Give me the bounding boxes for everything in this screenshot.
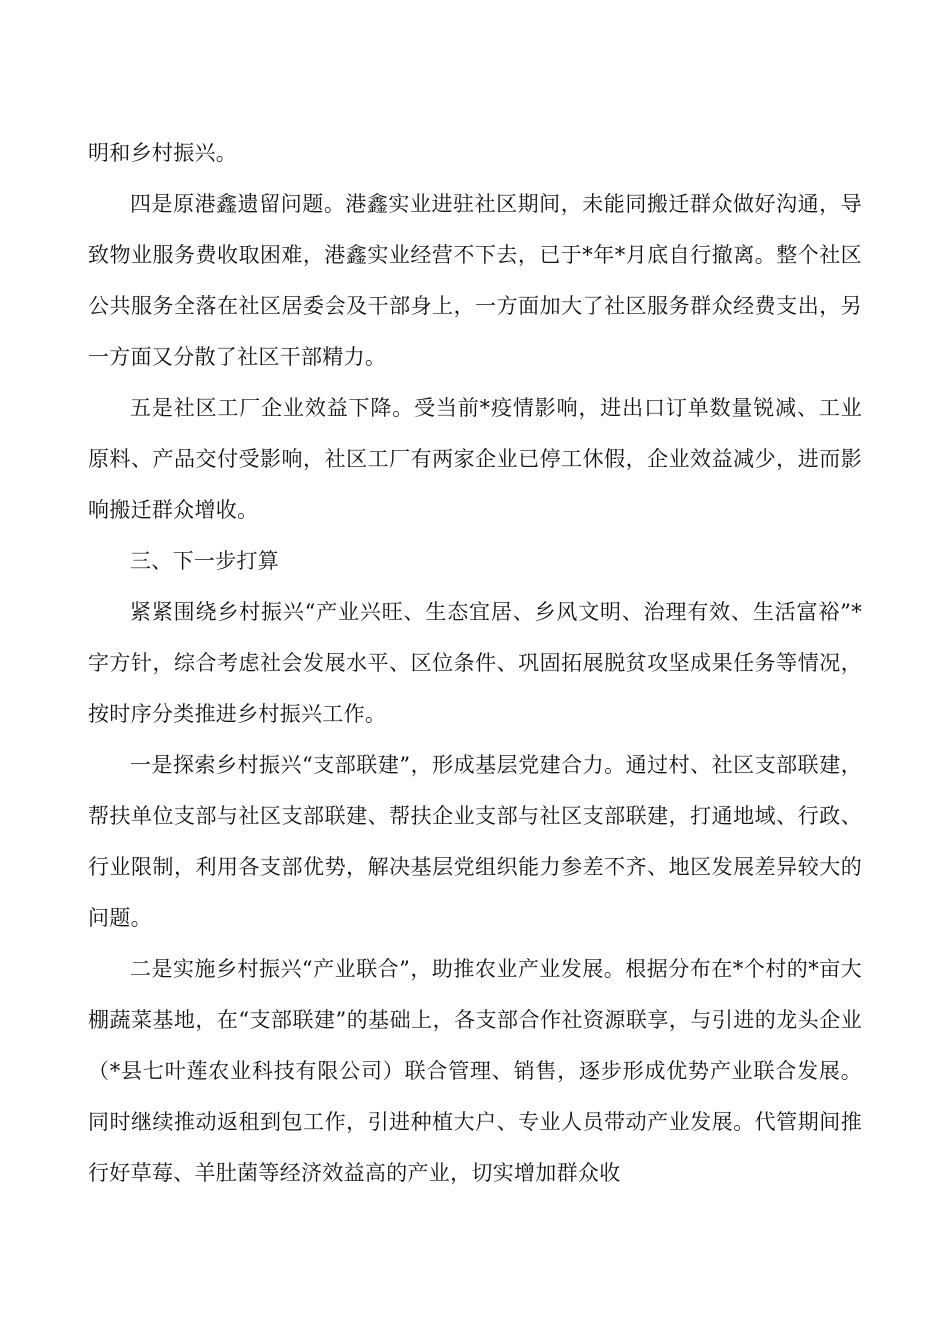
paragraph-issue-five: 五是社区工厂企业效益下降。受当前*疫情影响，进出口订单数量锐减、工业原料、产品交付受影响，社区工厂有两家企业已停工休假，企业效益减少，进而影响搬迁群众增收。 [88, 396, 862, 522]
paragraph-overview: 紧紧围绕乡村振兴“产业兴旺、生态宜居、乡风文明、治理有效、生活富裕”*字方针，综合考虑社会发展水平、区位条件、巩固拓展脱贫攻坚成果任务等情况，按时序分类推进乡村振兴工作。 [88, 600, 862, 726]
paragraph-issue-four: 四是原港鑫遗留问题。港鑫实业进驻社区期间，未能同搬迁群众做好沟通，导致物业服务费收取困难，港鑫实业经营不下去，已于*年*月底自行撤离。整个社区公共服务全落在社区居委会及干部身上，一方面加大了社区服务群众经费支出，另一方面又分散了社区干部精力。 [88, 192, 862, 369]
paragraph-branch-joint-building: 一是探索乡村振兴“支部联建”，形成基层党建合力。通过村、社区支部联建，帮扶单位支部与社区支部联建、帮扶企业支部与社区支部联建，打通地域、行政、行业限制，利用各支部优势，解决基层党组织能力参差不齐、地区发展差异较大的问题。 [88, 753, 862, 930]
section-heading-next-steps: 三、下一步打算 [130, 549, 280, 573]
paragraph-industry-alliance: 二是实施乡村振兴“产业联合”，助推农业产业发展。根据分布在*个村的*亩大棚蔬菜基地，在“支部联建”的基础上，各支部合作社资源联享，与引进的龙头企业（*县七叶莲农业科技有限公司）联合管理、销售，逐步形成优势产业联合发展。同时继续推动返租到包工作，引进种植大户、专业人员带动产业发展。代管期间推行好草莓、羊肚菌等经济效益高的产业，切实增加群众收 [88, 957, 862, 1185]
document-body [88, 128, 862, 1199]
paragraph-continuation: 明和乡村振兴。 [88, 141, 238, 165]
